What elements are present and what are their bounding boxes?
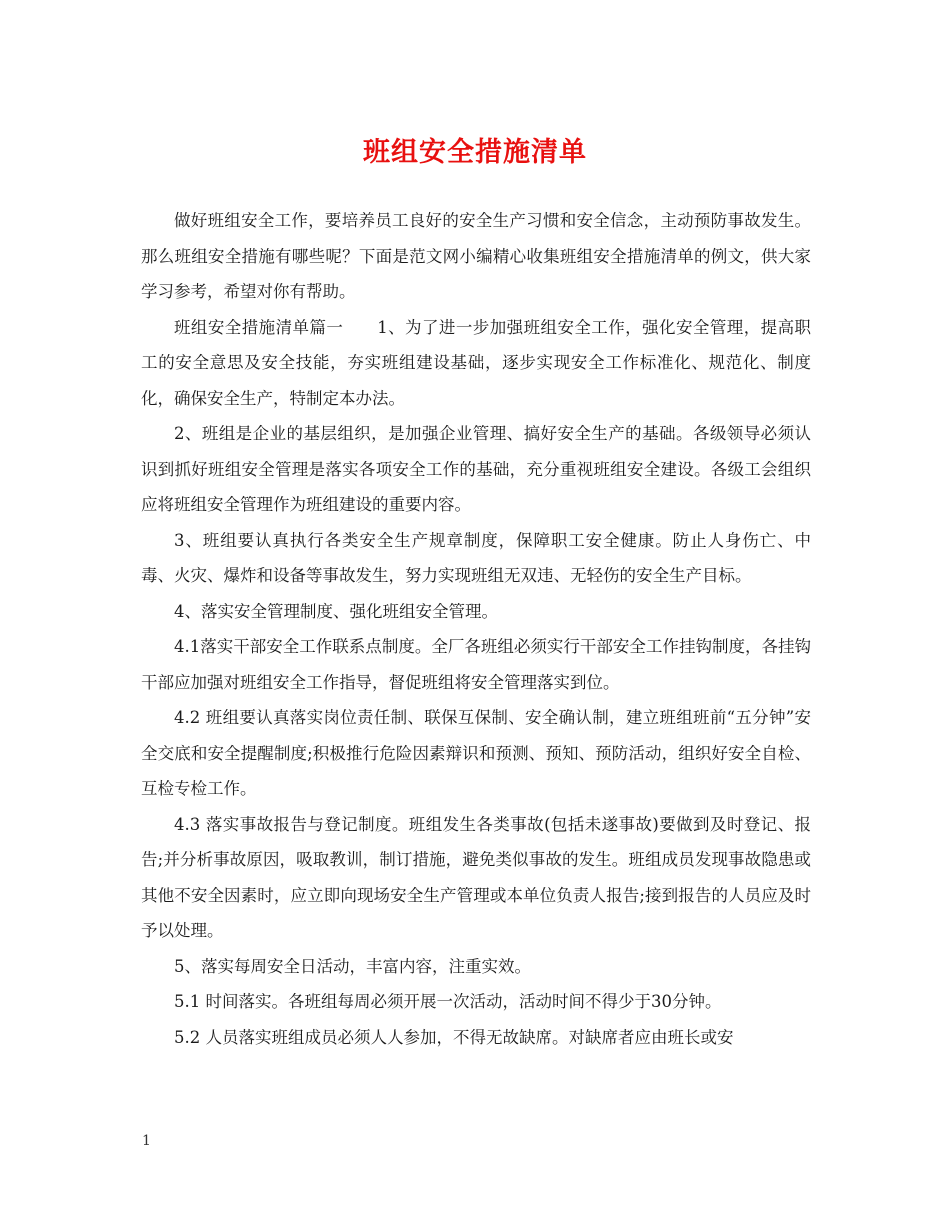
paragraph-intro: 做好班组安全工作，要培养员工良好的安全生产习惯和安全信念，主动预防事故发生。那么班组安全措施有哪些呢？下面是范文网小编精心收集班组安全措施清单的例文，供大家学习参考，希望对你有帮助。 xyxy=(141,211,811,301)
paragraph-2: 2、班组是企业的基层组织，是加强企业管理、搞好安全生产的基础。各级领导必须认识到抓好班组安全管理是落实各项安全工作的基础，充分重视班组安全建设。各级工会组织应将班组安全管理作为班组建设的重要内容。 xyxy=(141,424,811,514)
document-title: 班组安全措施清单 xyxy=(363,137,587,168)
paragraph-4-2: 4.2 班组要认真落实岗位责任制、联保互保制、安全确认制，建立班组班前“五分钟”安全交底和安全提醒制度;积极推行危险因素辩识和预测、预知、预防活动，组织好安全自检、互检专检工作。 xyxy=(141,708,811,798)
document-body xyxy=(141,203,811,1055)
paragraph-3: 3、班组要认真执行各类安全生产规章制度，保障职工安全健康。防止人身伤亡、中毒、火灾、爆炸和设备等事故发生，努力实现班组无双违、无轻伤的安全生产目标。 xyxy=(141,530,811,585)
page-number: 1 xyxy=(142,1133,151,1149)
paragraph-1: 班组安全措施清单篇一 1、为了进一步加强班组安全工作，强化安全管理，提高职工的安全意思及安全技能，夯实班组建设基础，逐步实现安全工作标准化、规范化、制度化，确保安全生产，特制定本办法。 xyxy=(141,317,811,408)
paragraph-4-1: 4.1落实干部安全工作联系点制度。全厂各班组必须实行干部安全工作挂钩制度，各挂钩干部应加强对班组安全工作指导，督促班组将安全管理落实到位。 xyxy=(141,637,811,692)
paragraph-5-2: 5.2 人员落实班组成员必须人人参加，不得无故缺席。对缺席者应由班长或安 xyxy=(174,1027,734,1047)
paragraph-5-1: 5.1 时间落实。各班组每周必须开展一次活动，活动时间不得少于30分钟。 xyxy=(174,992,722,1011)
paragraph-4: 4、落实安全管理制度、强化班组安全管理。 xyxy=(174,601,498,621)
paragraph-4-3: 4.3 落实事故报告与登记制度。班组发生各类事故(包括未遂事故)要做到及时登记、报告;并分析事故原因，吸取教训，制订措施，避免类似事故的发生。班组成员发现事故隐患或其他不安全因素时，应立即向现场安全生产管理或本单位负责人报告;接到报告的人员应及时予以处理。 xyxy=(141,814,811,940)
paragraph-5: 5、落实每周安全日活动，丰富内容，注重实效。 xyxy=(174,956,531,976)
